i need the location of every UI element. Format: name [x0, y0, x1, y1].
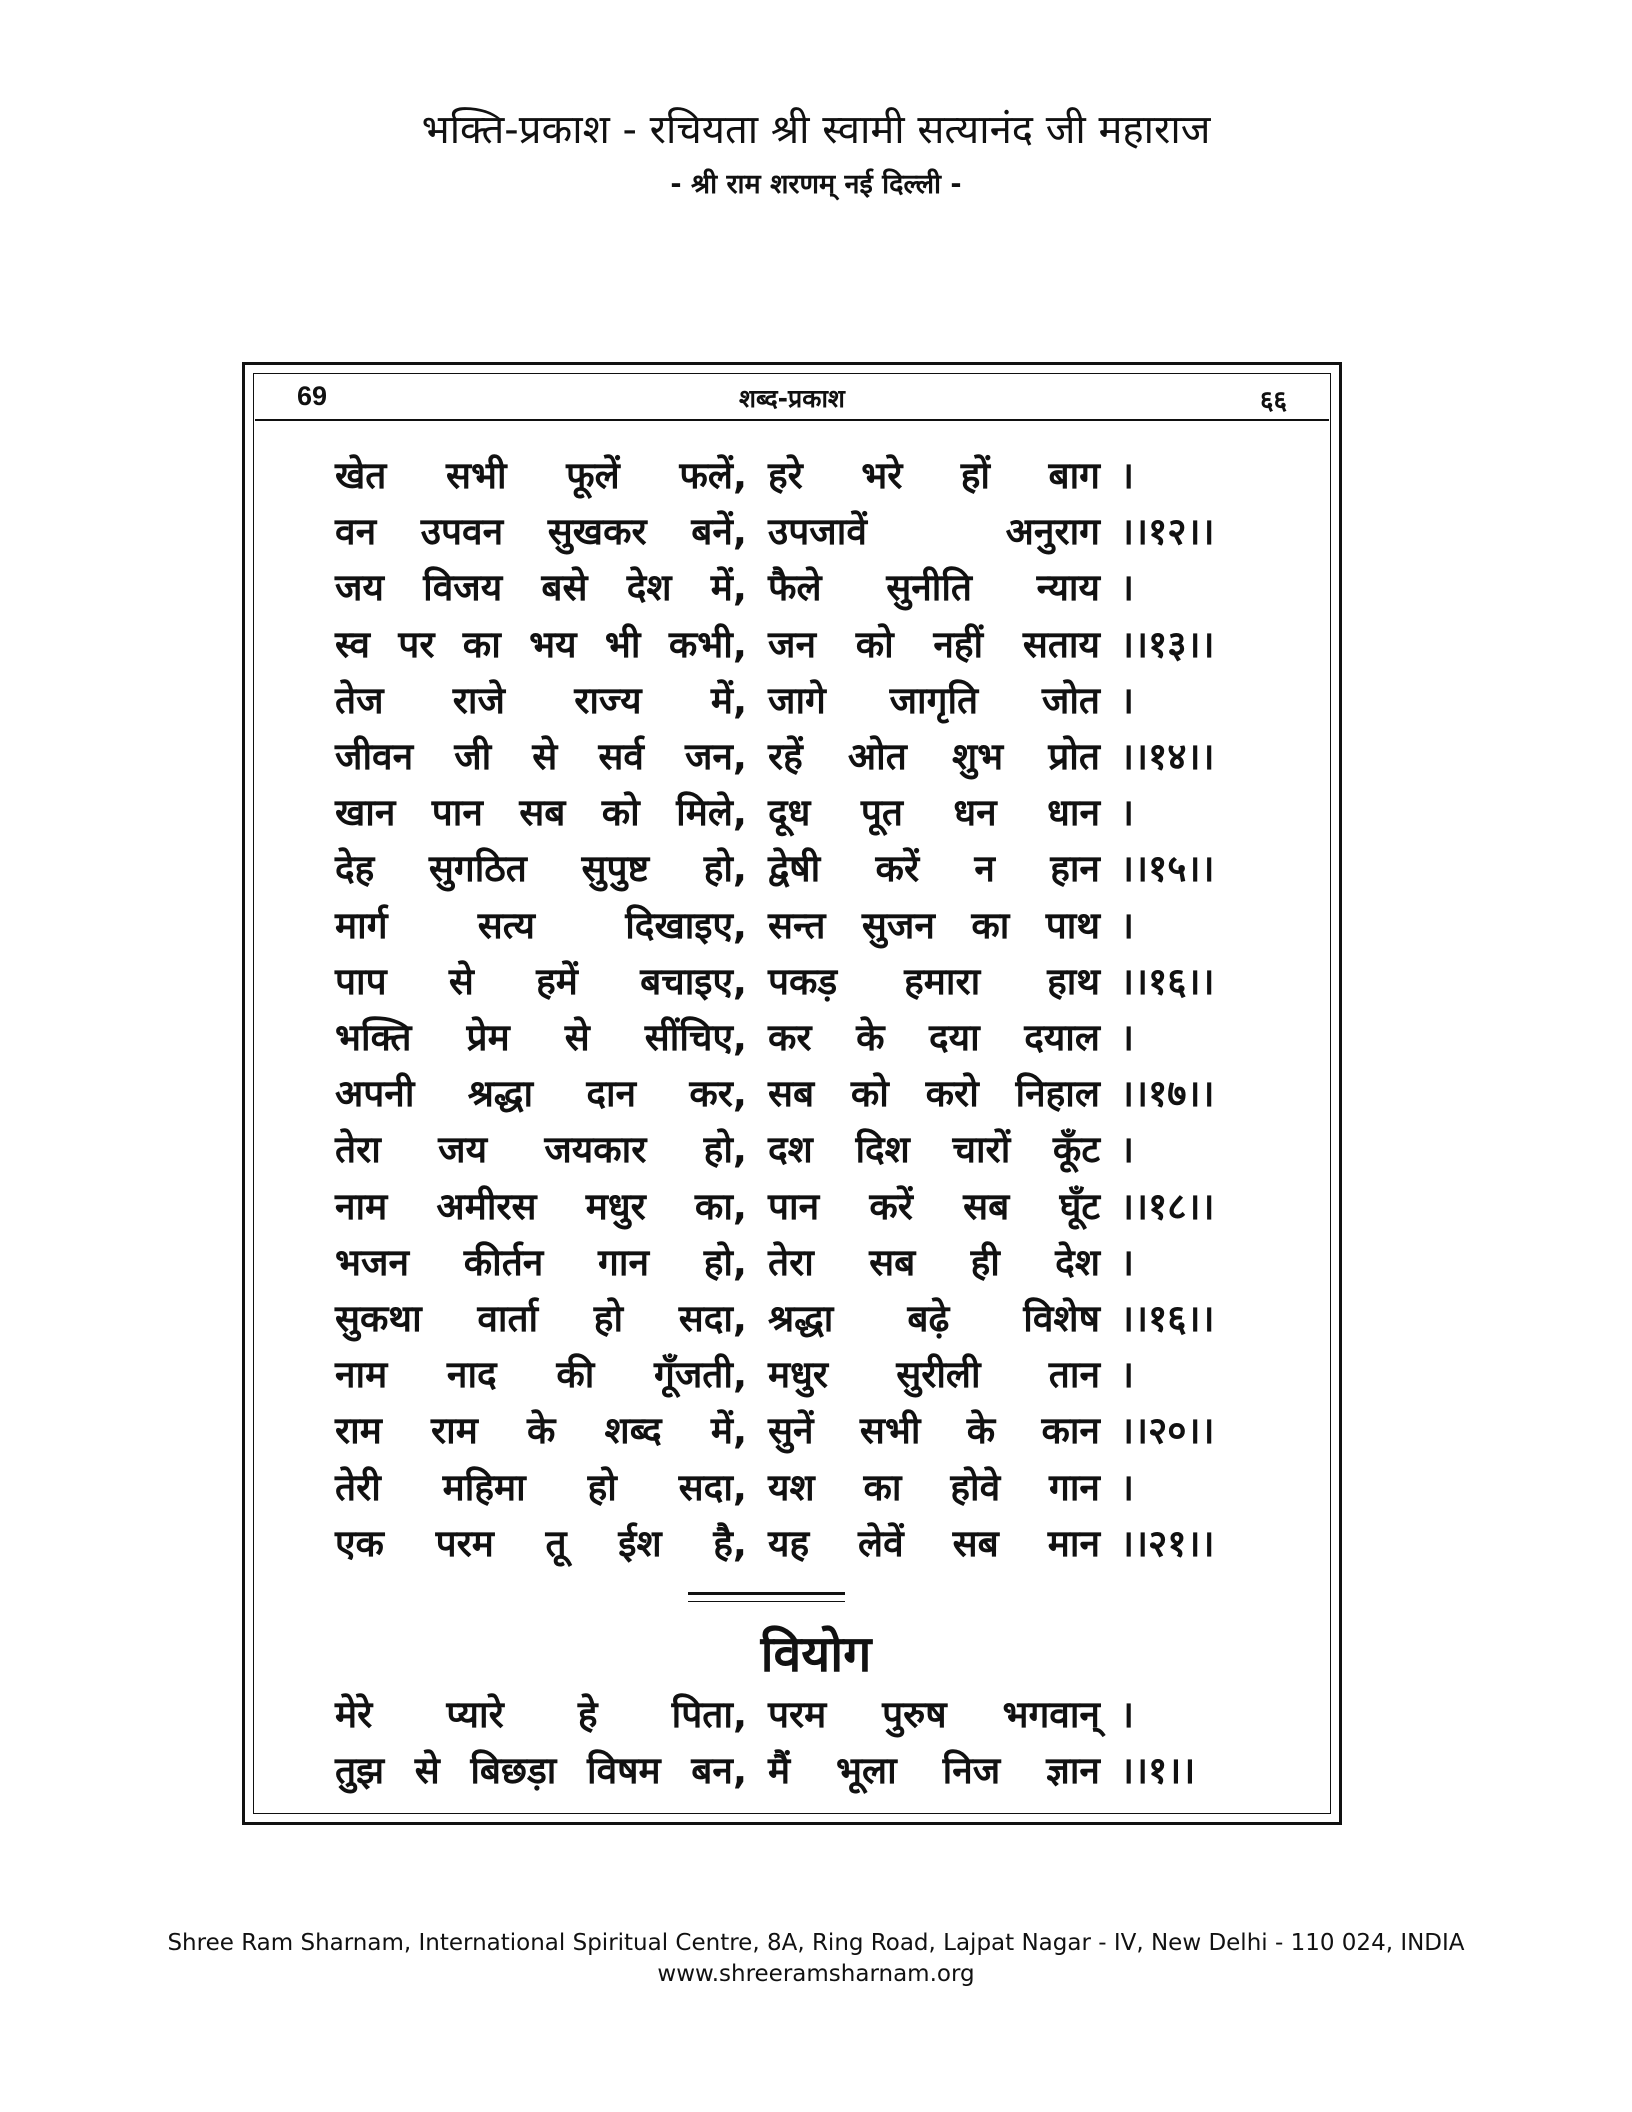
verse-word: दयाल — [1024, 1016, 1100, 1059]
verse-word: जोत — [1041, 678, 1100, 722]
verse-word: यह — [768, 1521, 810, 1565]
verse-second-half — [768, 1743, 1100, 1794]
verse-number: । — [1120, 678, 1135, 722]
section-divider-thick — [688, 1592, 845, 1595]
verse-line — [335, 1516, 1245, 1572]
verse-word: से — [564, 1016, 590, 1059]
verse-second-half — [768, 785, 1100, 836]
verse-word: भय — [529, 622, 577, 666]
verse-word: जयकार — [544, 1128, 647, 1172]
verse-word: तू — [545, 1521, 567, 1565]
verse-word: पिता, — [671, 1693, 747, 1736]
verse-word: सदा, — [678, 1297, 747, 1340]
verse-line — [335, 1347, 1245, 1403]
verse-line — [335, 1010, 1245, 1066]
verse-second-half — [768, 841, 1100, 892]
verse-number: । — [1120, 566, 1135, 610]
verse-number: ।।१४।। — [1120, 735, 1215, 778]
verse-word: सर्व — [598, 735, 644, 778]
verse-line — [335, 617, 1245, 673]
verse-word: अनुराग — [1005, 510, 1100, 554]
verse-second-half — [768, 560, 1100, 611]
verse-line — [335, 1403, 1245, 1459]
verse-word: भगवान् — [1002, 1693, 1100, 1736]
verse-word: विशेष — [1023, 1297, 1100, 1340]
verse-word: ओत — [847, 735, 907, 778]
verse-first-half — [335, 729, 747, 780]
verse-second-half — [768, 1291, 1100, 1342]
verse-word: कान — [1041, 1409, 1100, 1453]
verse-word: सुनीति — [886, 566, 972, 610]
verse-word: हो — [587, 1465, 617, 1509]
verse-word: बाग — [1048, 454, 1100, 497]
verse-word: को — [601, 791, 640, 835]
verse-word: प्रेम — [466, 1016, 510, 1059]
verse-word: को — [855, 622, 894, 666]
verse-word: में, — [710, 1409, 747, 1453]
verse-second-half — [768, 1179, 1100, 1230]
verse-word: दूध — [768, 791, 811, 835]
verse-word: नाम — [335, 1184, 388, 1228]
verse-word: दिखाइए, — [625, 903, 747, 947]
verse-first-half — [335, 1347, 747, 1398]
verse-word: भरे — [861, 454, 903, 497]
verse-word: पर — [398, 622, 435, 666]
verse-number: ।।१६।। — [1120, 1297, 1215, 1340]
verse-line — [335, 1291, 1245, 1347]
verse-line — [335, 841, 1245, 897]
verse-number: । — [1120, 1016, 1135, 1059]
verse-word: सदा, — [678, 1465, 747, 1509]
verse-word: वार्ता — [477, 1297, 539, 1340]
page-number-arabic: 69 — [297, 381, 328, 411]
verse-first-half — [335, 898, 747, 949]
verse-word: जागे — [768, 678, 826, 722]
verse-word: कूँट — [1052, 1128, 1100, 1172]
verse-second-half — [768, 673, 1100, 724]
verse-word: कीर्तन — [463, 1240, 544, 1284]
verse-word: में, — [710, 678, 747, 722]
verse-word: लेवें — [858, 1521, 904, 1565]
verse-word: सुगठित — [428, 847, 527, 891]
verse-word: हान — [1050, 847, 1100, 891]
verse-word: देह — [335, 847, 375, 891]
verse-word: भूला — [836, 1749, 897, 1792]
verse-line — [335, 1460, 1245, 1516]
verse-word: देश — [1055, 1240, 1100, 1284]
verse-word: उपवन — [420, 510, 504, 554]
verse-word: ही — [970, 1240, 1000, 1284]
verse-number: । — [1120, 454, 1135, 497]
verse-word: एक — [335, 1521, 384, 1565]
verse-word: सभी — [859, 1409, 921, 1453]
verse-word: जन — [768, 622, 816, 666]
book-title: भक्ति-प्रकाश - रचियता श्री स्वामी सत्यानंद जी महाराज — [421, 107, 1211, 153]
verse-word: न — [974, 847, 995, 891]
verse-word: सन्त — [768, 903, 826, 947]
verse-word: पाप — [335, 959, 387, 1003]
verse-word: तेरा — [768, 1240, 814, 1284]
verse-number: ।।१३।। — [1120, 622, 1215, 666]
footer-address: Shree Ram Sharnam, International Spiritual Centre, 8A, Ring Road, Lajpat Nagar - IV, New Delhi - 110 024, INDIA — [167, 1930, 1465, 1956]
verse-first-half — [335, 1687, 747, 1738]
verse-word: निज — [942, 1749, 1001, 1792]
footer-website: www.shreeramsharnam.org — [657, 1961, 975, 1987]
verse-second-half — [768, 1347, 1100, 1398]
verse-number: । — [1120, 1353, 1135, 1397]
verse-second-half — [768, 729, 1100, 780]
verse-first-half — [335, 448, 747, 499]
verse-word: मधुर — [768, 1353, 829, 1397]
verse-first-half — [335, 560, 747, 611]
verse-first-half — [335, 1235, 747, 1286]
verse-word: परम — [435, 1521, 494, 1565]
verse-word: हाथ — [1047, 959, 1100, 1003]
verse-word: जीवन — [335, 735, 414, 778]
verse-word: श्रद्धा — [467, 1072, 534, 1116]
verse-word: अपनी — [335, 1072, 415, 1116]
verse-second-half — [768, 1687, 1100, 1738]
verse-word: राजे — [452, 678, 505, 722]
verse-number: ।।१२।। — [1120, 510, 1215, 554]
verse-second-half — [768, 954, 1100, 1005]
verse-word: पाथ — [1045, 903, 1100, 947]
verse-word: ईश — [618, 1521, 662, 1565]
verse-word: हो, — [703, 1240, 747, 1284]
verse-number: । — [1120, 1465, 1135, 1509]
verse-first-half — [335, 1066, 747, 1117]
verse-word: खान — [335, 791, 396, 835]
page-number-devanagari: ६६ — [1259, 386, 1287, 416]
verse-word: के — [856, 1016, 885, 1059]
verse-number: ।।२०।। — [1120, 1409, 1215, 1453]
verse-word: सुपुष्ट — [581, 847, 650, 891]
verse-word: द्वेषी — [768, 847, 821, 891]
verse-word: पान — [768, 1184, 820, 1228]
verse-word: बढ़े — [907, 1297, 950, 1340]
verse-word: पूत — [860, 791, 903, 835]
verse-line — [335, 504, 1245, 560]
verse-word: बसे — [541, 566, 588, 610]
verse-word: पान — [431, 791, 483, 835]
verse-first-half — [335, 617, 747, 668]
verse-line — [335, 1066, 1245, 1122]
verse-first-half — [335, 673, 747, 724]
verse-second-half — [768, 504, 1100, 555]
verse-word: से — [448, 959, 474, 1003]
verse-first-half — [335, 1403, 747, 1454]
verse-word: राम — [430, 1409, 478, 1453]
verse-word: जी — [454, 735, 492, 778]
verse-word: बचाइए, — [640, 959, 747, 1003]
verse-word: को — [850, 1072, 889, 1116]
verse-word: का — [863, 1465, 902, 1509]
verse-number: ।।१५।। — [1120, 847, 1215, 891]
verse-first-half — [335, 1291, 747, 1342]
verse-word: सब — [963, 1184, 1010, 1228]
verse-word: फूलें — [566, 454, 620, 497]
verse-word: से — [532, 735, 558, 778]
verse-word: दश — [768, 1128, 813, 1172]
verse-word: के — [966, 1409, 996, 1453]
verse-word: सत्य — [477, 903, 535, 947]
verse-word: मैं — [768, 1749, 791, 1792]
verse-word: पकड़ — [768, 959, 838, 1003]
running-head-title: शब्द-प्रकाश — [739, 384, 845, 413]
verse-word: सुनें — [768, 1409, 814, 1453]
verse-word: महिमा — [442, 1465, 526, 1509]
verse-first-half — [335, 841, 747, 892]
verse-word: हमें — [536, 959, 578, 1003]
verse-word: सताय — [1022, 622, 1100, 666]
verse-word: प्रोत — [1048, 735, 1100, 778]
verse-word: रहें — [768, 735, 803, 778]
verse-word: का — [971, 903, 1010, 947]
verse-word: का — [462, 622, 501, 666]
verse-word: उपजावें — [768, 510, 867, 554]
verse-word: कभी, — [668, 622, 747, 666]
verse-line — [335, 448, 1245, 504]
verse-first-half — [335, 785, 747, 836]
verse-second-half — [768, 617, 1100, 668]
verse-word: करो — [925, 1072, 979, 1116]
verse-number: ।।१८।। — [1120, 1184, 1215, 1228]
verse-word: धान — [1047, 791, 1100, 835]
verse-word: दान — [586, 1072, 637, 1116]
verse-word: जय — [438, 1128, 488, 1172]
verse-word: सींचिए, — [644, 1016, 747, 1059]
verse-word: जागृति — [889, 678, 979, 722]
verse-word: तेरी — [335, 1465, 381, 1509]
verse-word: बन, — [691, 1749, 747, 1792]
verse-word: विषम — [586, 1749, 661, 1792]
verse-word: गूँजती, — [653, 1353, 747, 1397]
verse-line — [335, 1122, 1245, 1178]
verse-word: सब — [519, 791, 566, 835]
verse-first-half — [335, 1460, 747, 1511]
verse-second-half — [768, 898, 1100, 949]
verse-word: भजन — [335, 1240, 409, 1284]
verse-word: हे — [577, 1693, 598, 1736]
verse-word: से — [414, 1749, 440, 1792]
verse-word: ज्ञान — [1046, 1749, 1100, 1792]
book-subtitle: - श्री राम शरणम् नई दिल्ली - — [670, 169, 962, 200]
verse-number: ।।२१।। — [1120, 1521, 1215, 1565]
verse-word: धन — [953, 791, 997, 835]
verse-word: विजय — [423, 566, 503, 610]
verse-word: हों — [960, 454, 991, 497]
verse-word: देश — [626, 566, 672, 610]
section-divider-thin — [688, 1601, 845, 1602]
verse-second-half — [768, 1460, 1100, 1511]
verse-line — [335, 560, 1245, 616]
verse-word: सभी — [445, 454, 507, 497]
verse-second-half — [768, 1235, 1100, 1286]
verse-word: गान — [1049, 1465, 1100, 1509]
verse-number: । — [1120, 1693, 1135, 1736]
verse-word: श्रद्धा — [768, 1297, 834, 1340]
verse-word: प्यारे — [446, 1693, 504, 1736]
verse-line — [335, 729, 1245, 785]
verse-word: में, — [710, 566, 747, 610]
verse-word: नहीं — [933, 622, 984, 666]
verse-word: बनें, — [691, 510, 747, 554]
verse-word: तेरा — [335, 1128, 381, 1172]
verse-line — [335, 898, 1245, 954]
verse-word: तान — [1048, 1353, 1100, 1397]
verse-word: परम — [768, 1693, 827, 1736]
verse-line — [335, 1687, 1245, 1743]
verse-first-half — [335, 1122, 747, 1173]
verse-line — [335, 673, 1245, 729]
verse-word: दया — [928, 1016, 980, 1059]
verse-word: सुकथा — [335, 1297, 422, 1340]
verse-word: के — [526, 1409, 556, 1453]
verse-word: भी — [604, 622, 641, 666]
section-heading: वियोग — [760, 1625, 872, 1683]
verse-number: ।।१६।। — [1120, 959, 1215, 1003]
verse-first-half — [335, 1743, 747, 1794]
verse-line — [335, 785, 1245, 841]
verse-word: सब — [768, 1072, 815, 1116]
verse-word: मिले, — [676, 791, 747, 835]
verse-word: की — [556, 1353, 595, 1397]
verse-word: चारों — [952, 1128, 1011, 1172]
verse-line — [335, 1235, 1245, 1291]
verse-word: सुखकर — [547, 510, 647, 554]
verse-word: होवे — [950, 1465, 1001, 1509]
verse-word: हरे — [768, 454, 803, 497]
verse-word: कर, — [689, 1072, 747, 1116]
verse-word: नाद — [446, 1353, 497, 1397]
verse-word: सब — [869, 1240, 916, 1284]
verse-line — [335, 1179, 1245, 1235]
verse-word: शब्द — [604, 1409, 662, 1453]
verse-first-half — [335, 1010, 747, 1061]
verse-word: जन, — [684, 735, 747, 778]
verse-word: हो, — [703, 847, 747, 891]
verse-word: खेत — [335, 454, 387, 497]
verse-number: । — [1120, 1240, 1135, 1284]
verse-word: हमारा — [904, 959, 981, 1003]
verse-second-half — [768, 448, 1100, 499]
verse-second-half — [768, 1516, 1100, 1567]
verse-word: है, — [713, 1521, 747, 1565]
verse-word: मान — [1047, 1521, 1100, 1565]
verse-word: अमीरस — [436, 1184, 537, 1228]
verse-word: सुजन — [861, 903, 935, 947]
verse-word: हो — [593, 1297, 624, 1340]
verse-number: ।।१।। — [1120, 1749, 1196, 1792]
verse-second-half — [768, 1403, 1100, 1454]
verse-word: हो, — [703, 1128, 747, 1172]
verse-word: राम — [335, 1409, 382, 1453]
verse-number: । — [1120, 791, 1135, 835]
verse-word: स्व — [335, 622, 370, 666]
verse-word: तेज — [335, 678, 384, 722]
verse-word: सब — [952, 1521, 999, 1565]
verse-word: न्याय — [1036, 566, 1100, 610]
verse-first-half — [335, 1179, 747, 1230]
verse-word: शुभ — [951, 735, 1004, 778]
verse-second-half — [768, 1122, 1100, 1173]
verse-word: सुरीली — [896, 1353, 981, 1397]
verse-word: जय — [335, 566, 384, 610]
verse-word: मार्ग — [335, 903, 388, 947]
verse-word: राज्य — [574, 678, 642, 722]
verse-number: ।।१७।। — [1120, 1072, 1215, 1116]
verse-line — [335, 954, 1245, 1010]
verse-word: दिश — [855, 1128, 910, 1172]
verse-word: तुझ — [335, 1749, 385, 1792]
verse-word: पुरुष — [882, 1693, 947, 1736]
verse-first-half — [335, 954, 747, 1005]
verse-word: करें — [875, 847, 920, 891]
verse-word: नाम — [335, 1353, 388, 1397]
verse-word: बिछड़ा — [470, 1749, 557, 1792]
verse-line — [335, 1743, 1245, 1799]
verse-word: करें — [869, 1184, 913, 1228]
verse-first-half — [335, 504, 747, 555]
verse-word: मेरे — [335, 1693, 373, 1736]
verse-word: कर — [768, 1016, 812, 1059]
verse-first-half — [335, 1516, 747, 1567]
verse-word: निहाल — [1015, 1072, 1100, 1116]
verse-word: फलें, — [679, 454, 747, 497]
verse-word: यश — [768, 1465, 815, 1509]
verse-word: वन — [335, 510, 377, 554]
running-head — [255, 379, 1329, 421]
verse-word: गान — [598, 1240, 649, 1284]
verse-number: । — [1120, 903, 1135, 947]
verse-word: का, — [694, 1184, 747, 1228]
verse-word: फैले — [768, 566, 822, 610]
verse-word: मधुर — [585, 1184, 646, 1228]
verse-second-half — [768, 1066, 1100, 1117]
verse-word: भक्ति — [335, 1016, 412, 1059]
verse-second-half — [768, 1010, 1100, 1061]
verse-number: । — [1120, 1128, 1135, 1172]
verse-word: घूँट — [1059, 1184, 1100, 1228]
